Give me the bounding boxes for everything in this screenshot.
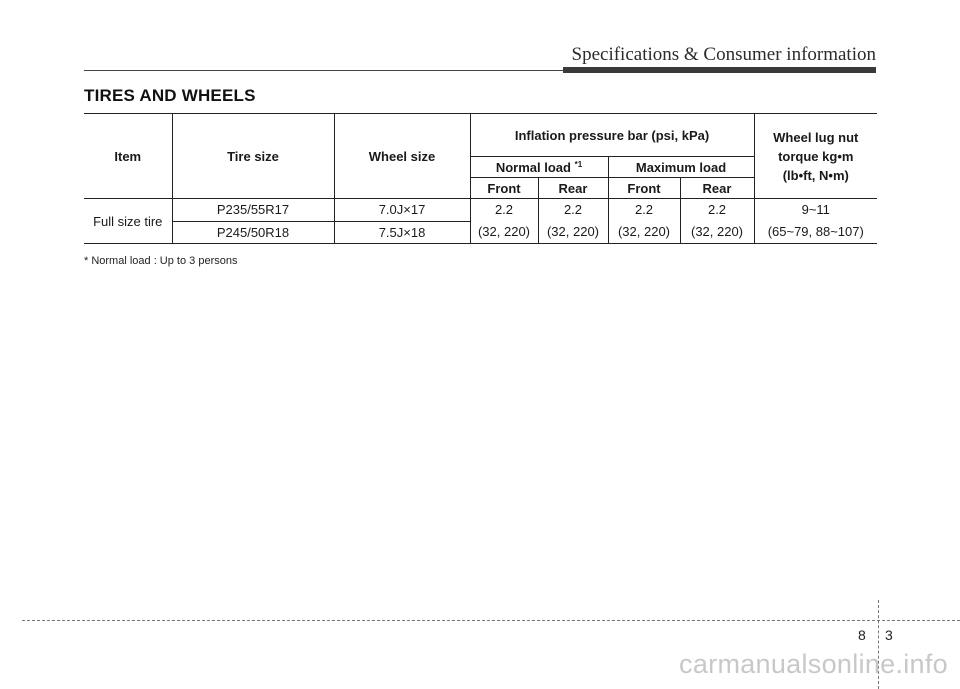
tire-size-cell: P245/50R18 — [172, 221, 334, 244]
header-normal-load — [470, 157, 608, 178]
wheel-size-cell: 7.5J×18 — [334, 221, 470, 244]
header-inflation-pressure: Inflation pressure bar (psi, kPa) — [470, 114, 754, 157]
page-bottom-rule — [22, 620, 960, 621]
pressure-bar-value: 2.2 — [563, 202, 583, 217]
header-normal-load-note: *1 — [574, 159, 583, 169]
header-rule-accent — [563, 67, 876, 73]
row-label-full-size-tire: Full size tire — [84, 199, 172, 244]
pressure-normal-front — [470, 199, 538, 244]
header-normal-front: Front — [470, 178, 538, 199]
watermark-text: carmanualsonline.info — [679, 649, 948, 679]
pressure-bar-value: 2.2 — [634, 202, 654, 217]
header-wheel-size: Wheel size — [334, 114, 470, 199]
header-normal-rear: Rear — [538, 178, 608, 199]
lug-nut-kgm-value: 9~11 — [801, 202, 830, 217]
header-maximum-load: Maximum load — [608, 157, 754, 178]
pressure-max-front — [608, 199, 680, 244]
header-max-rear: Rear — [680, 178, 754, 199]
pressure-max-rear — [680, 199, 754, 244]
pressure-normal-rear — [538, 199, 608, 244]
section-title: TIRES AND WHEELS — [84, 86, 256, 105]
lug-nut-torque-value — [754, 199, 877, 244]
pressure-psi-kpa-value: (32, 220) — [546, 224, 600, 239]
header-lug-line-3: (lb•ft, N•m) — [782, 167, 849, 183]
pressure-bar-value: 2.2 — [707, 202, 727, 217]
header-lug-line-2: torque kg•m — [778, 148, 854, 164]
page-header-title: Specifications & Consumer information — [571, 44, 876, 65]
pressure-psi-kpa-value: (32, 220) — [477, 224, 531, 239]
page-number: 3 — [885, 627, 893, 643]
wheel-size-cell: 7.0J×17 — [334, 199, 470, 222]
header-max-front: Front — [608, 178, 680, 199]
pressure-psi-kpa-value: (32, 220) — [617, 224, 671, 239]
tire-size-cell: P235/55R17 — [172, 199, 334, 222]
header-normal-load-label: Normal load — [495, 159, 571, 175]
header-wheel-lug-nut — [754, 114, 877, 199]
header-item: Item — [84, 114, 172, 199]
chapter-number: 8 — [858, 627, 866, 643]
pressure-bar-value: 2.2 — [494, 202, 514, 217]
table-header-row-1 — [84, 114, 877, 157]
lug-nut-lbft-nm-value: (65~79, 88~107) — [767, 224, 864, 239]
pressure-psi-kpa-value: (32, 220) — [690, 224, 744, 239]
header-lug-line-1: Wheel lug nut — [773, 129, 859, 145]
header-tire-size: Tire size — [172, 114, 334, 199]
footnote: * Normal load : Up to 3 persons — [84, 255, 238, 267]
tires-wheels-table — [84, 113, 877, 244]
table-row — [84, 199, 877, 222]
